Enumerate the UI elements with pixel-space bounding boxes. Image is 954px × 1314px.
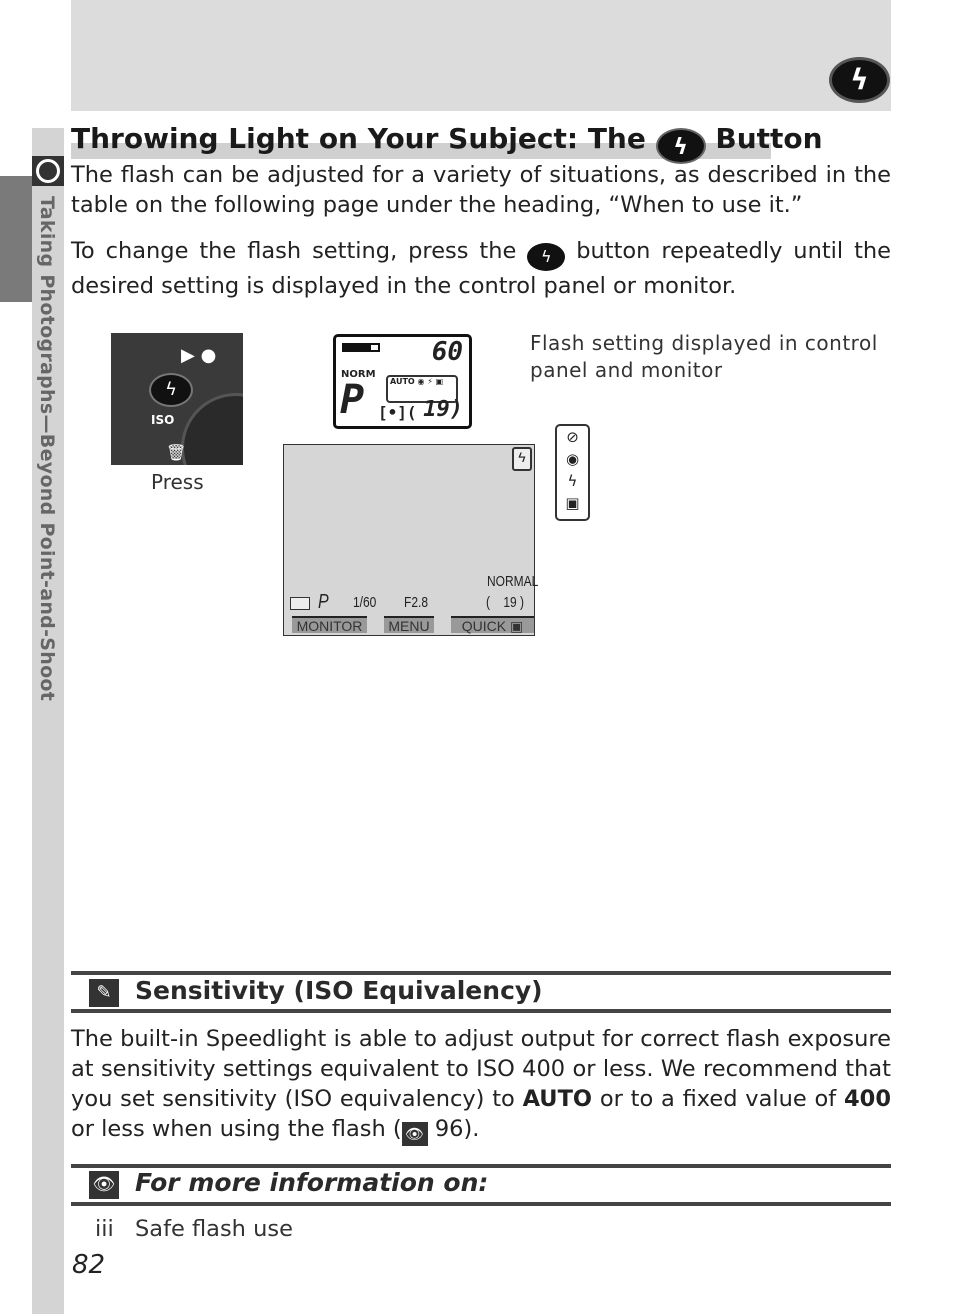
metering-icon <box>290 597 310 610</box>
monitor-count: ( 19 ) <box>486 594 525 611</box>
flash-mode-popup <box>555 424 590 521</box>
divider <box>71 1202 891 1206</box>
iso-label: ISO <box>151 413 175 427</box>
monitor-button: MONITOR <box>292 616 367 633</box>
header-band <box>71 0 891 111</box>
quick-button: QUICK ▣ <box>451 616 534 633</box>
camera-button-photo <box>111 333 243 465</box>
flash-button-icon: ϟ <box>656 128 706 164</box>
multi-selector <box>181 393 243 465</box>
reference-eye-icon: 👁 <box>89 1171 119 1199</box>
divider <box>71 1009 891 1013</box>
monitor-shutter: 1/60 <box>353 594 377 611</box>
figure-caption: Flash setting displayed in control panel and monitor <box>530 331 878 382</box>
flash-mode-icon: ϟ <box>512 447 532 471</box>
metering-icon: [•]( <box>378 403 417 422</box>
lcd-frames: 60 <box>431 337 463 367</box>
lcd-quality: NORM <box>341 369 376 380</box>
flash-button-icon: ϟ <box>527 243 565 271</box>
red-eye-icon: ◉ <box>565 450 580 468</box>
note-title: Sensitivity (ISO Equivalency) <box>135 976 543 1005</box>
more-info-title: For more information on: <box>135 1168 489 1197</box>
chapter-tab <box>0 176 32 302</box>
press-label: Press <box>151 470 204 494</box>
divider <box>71 971 891 975</box>
lcd-mode: P <box>340 377 365 423</box>
page-number: 82 <box>72 1250 106 1280</box>
note-text: The built-in Speedlight is able to adjust output for correct flash exposure at sensitivity settings equivalent to ISO 400 or less. We recommend that you set sensitivity (ISO equivalency) to AUTO or to a fixed value of 400 or less when using the flash ( 👁 96). <box>71 1024 891 1146</box>
playback-camera-icon: ▶ ● <box>181 345 217 366</box>
lcd-flash-modes: AUTO ◉ ⚡ ▣ <box>386 375 458 403</box>
note-paperclip-icon: ✎ <box>89 979 119 1007</box>
flash-on-icon: ϟ <box>567 472 578 490</box>
reference-eye-icon: 👁 <box>402 1122 428 1146</box>
page-title: Throwing Light on Your Subject: The ϟ Button <box>71 122 823 164</box>
monitor-display <box>283 444 539 636</box>
flash-button: ϟ <box>149 373 193 407</box>
intro-paragraph: The flash can be adjusted for a variety of situations, as described in the table on the following page under the heading, “When to use it.” <box>71 162 891 218</box>
chapter-label: Taking Photographs—Beyond Point-and-Shoot <box>36 196 58 702</box>
monitor-quality: NORMAL <box>487 573 539 590</box>
night-portrait-icon: ▣ <box>565 494 580 512</box>
flash-icon: ϟ <box>829 57 890 103</box>
monitor-aperture: F2.8 <box>404 594 429 611</box>
menu-button: MENU <box>384 616 434 633</box>
trash-icon: 🗑 <box>166 443 187 462</box>
battery-icon <box>342 343 380 352</box>
camera-mode-icon <box>32 156 64 186</box>
more-info-item-page: iii <box>95 1216 114 1242</box>
instruction-paragraph: To change the flash setting, press the ϟ button repeatedly until the desired setting is displayed in the control panel or monitor. <box>71 238 892 299</box>
lcd-count: 19) <box>423 397 463 422</box>
more-info-item-label: Safe flash use <box>135 1216 293 1242</box>
flash-cancelled-icon: ⊘ <box>566 428 579 446</box>
monitor-mode: P <box>318 591 329 613</box>
control-panel-lcd <box>333 334 472 429</box>
